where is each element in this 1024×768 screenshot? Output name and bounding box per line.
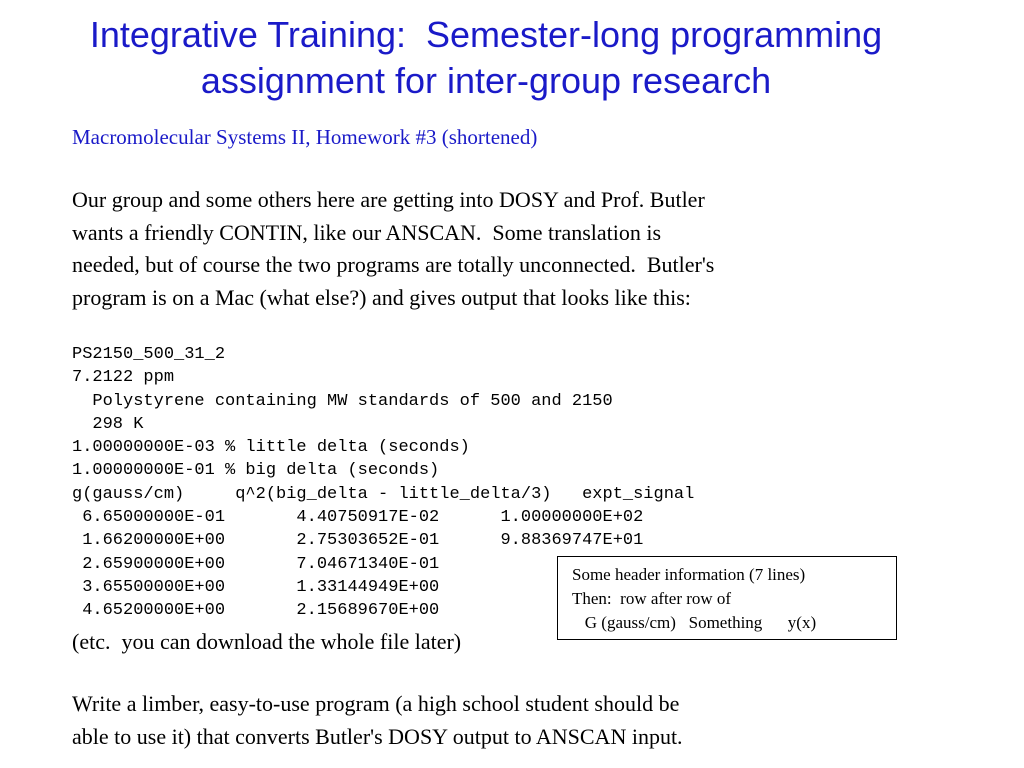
intro-line: needed, but of course the two programs are totally unconnected. Butler's xyxy=(72,252,715,277)
title-line: Integrative Training: Semester-long programming xyxy=(89,14,883,55)
slide-title xyxy=(0,12,972,104)
code-line: 3.65500000E+00 1.33144949E+00 xyxy=(72,577,440,597)
intro-paragraph xyxy=(72,184,714,314)
task-line: Write a limber, easy-to-use program (a high school student should be xyxy=(72,691,680,716)
code-line: 7.2122 ppm xyxy=(72,368,175,388)
code-line: 1.66200000E+00 2.75303652E-01 9.88369747E+01 xyxy=(72,531,644,551)
callout-box xyxy=(557,556,897,640)
code-line: 1.00000000E-03 % little delta (seconds) xyxy=(72,438,470,458)
subtitle: Macromolecular Systems II, Homework #3 (shortened) xyxy=(72,125,538,149)
callout-line: Then: row after row of xyxy=(572,589,732,608)
etc-line: (etc. you can download the whole file later) xyxy=(72,629,462,654)
callout-line: Some header information (7 lines) xyxy=(572,565,806,584)
title-line: assignment for inter-group research xyxy=(200,60,772,101)
intro-line: wants a friendly CONTIN, like our ANSCAN. Some translation is xyxy=(72,219,662,245)
etc-paragraph xyxy=(72,626,461,659)
task-line: able to use it) that converts Butler's DOSY output to ANSCAN input. xyxy=(72,723,683,749)
code-line: g(gauss/cm) q^2(big_delta - little_delta/3) expt_signal xyxy=(72,484,695,504)
code-line: Polystyrene containing MW standards of 500 and 2150 xyxy=(72,391,613,411)
intro-line: program is on a Mac (what else?) and gives output that looks like this: xyxy=(72,284,691,310)
code-line: 298 K xyxy=(72,414,144,434)
code-line: 4.65200000E+00 2.15689670E+00 xyxy=(72,601,440,621)
callout-line: G (gauss/cm) Something y(x) xyxy=(572,613,817,632)
code-line: 6.65000000E-01 4.40750917E-02 1.00000000E+02 xyxy=(72,508,644,528)
task-paragraph xyxy=(72,688,683,753)
code-line: PS2150_500_31_2 xyxy=(72,345,226,364)
intro-line: Our group and some others here are getting into DOSY and Prof. Butler xyxy=(72,187,705,212)
code-line: 2.65900000E+00 7.04671340E-01 xyxy=(72,554,440,574)
code-line: 1.00000000E-01 % big delta (seconds) xyxy=(72,461,440,481)
